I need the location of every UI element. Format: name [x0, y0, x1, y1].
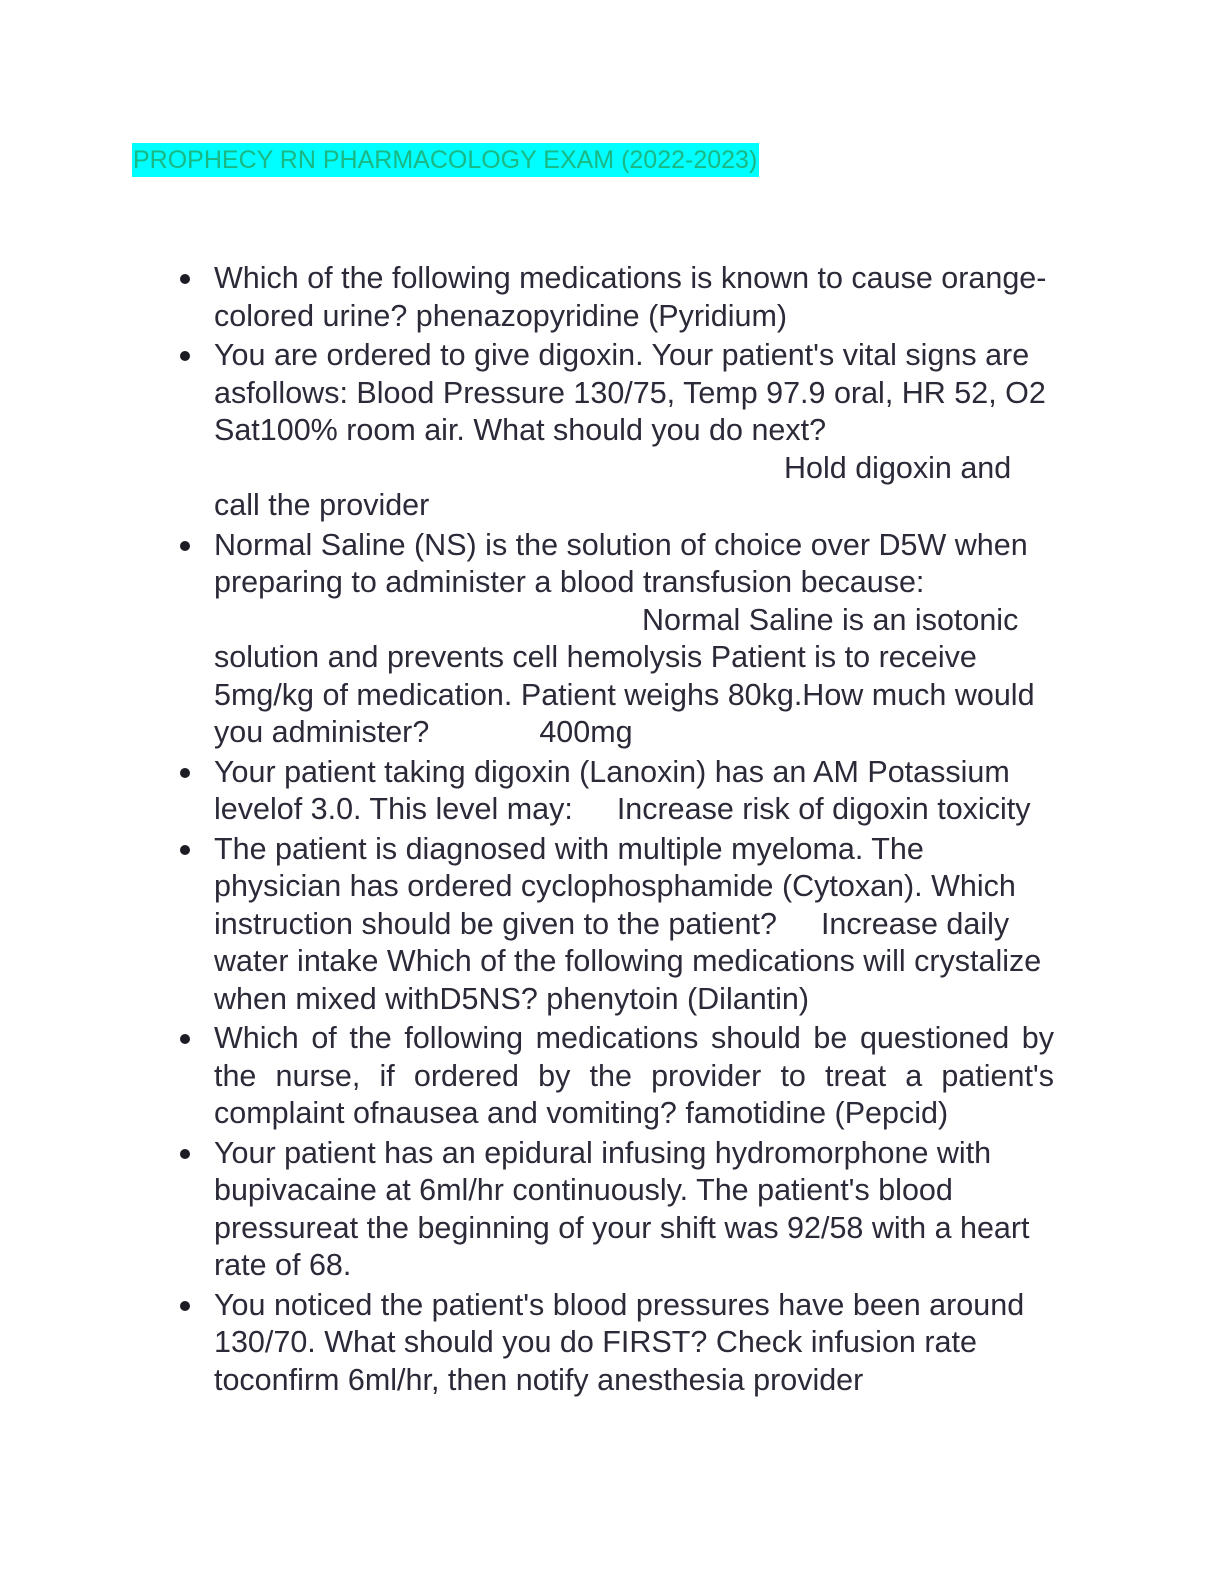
list-item	[214, 1020, 1054, 1133]
item-text: You noticed the patient's blood pressures have been around 130/70. What should you do FIRST? Check infusion rate toconfirm 6ml/hr, then notify anesthesia provider	[214, 1287, 1025, 1397]
question-text: You are ordered to give digoxin. Your patient's vital signs are asfollows: Blood Pressure 130/75, Temp 97.9 oral, HR 52, O2 Sat100% room air. What should you do next?	[214, 338, 1046, 447]
bullet-icon	[180, 1149, 190, 1159]
list-item	[214, 1135, 1054, 1285]
answer-text: Hold digoxin and	[784, 450, 1012, 485]
question-list	[214, 260, 1054, 1401]
item-text: Which of the following medications is known to cause orange-colored urine? phenazopyridine (Pyridium)	[214, 261, 1047, 333]
list-item	[214, 754, 1054, 829]
bullet-icon	[180, 541, 190, 551]
bullet-icon	[180, 274, 190, 284]
answer-text: Increase risk of digoxin toxicity	[616, 792, 1031, 826]
item-text: Your patient has an epidural infusing hydromorphone with bupivacaine at 6ml/hr continuously. The patient's blood pressureat the beginning of your shift was 92/58 with a heart rate of 68.	[214, 1135, 1030, 1282]
list-item	[214, 1287, 1054, 1400]
bullet-icon	[180, 845, 190, 855]
list-item	[214, 260, 1054, 335]
answer-value: 400mg	[539, 715, 633, 749]
list-item	[214, 831, 1054, 1019]
bullet-icon	[180, 1034, 190, 1044]
question-text: Normal Saline (NS) is the solution of choice over D5W when preparing to administer a blood transfusion because:	[214, 527, 1028, 599]
answer-text-continued: solution and prevents cell hemolysis Patient is to receive 5mg/kg of medication. Patient weighs 80kg.How much would you administer?	[214, 640, 1035, 749]
document-title: PROPHECY RN PHARMACOLOGY EXAM (2022-2023)	[132, 143, 759, 177]
list-item	[214, 337, 1054, 525]
question-text: Your patient taking digoxin (Lanoxin) has an AM Potassium levelof 3.0. This level may:	[214, 754, 1010, 826]
bullet-icon	[180, 351, 190, 361]
list-item	[214, 527, 1054, 752]
answer-text: Normal Saline is an isotonic	[642, 602, 1019, 637]
question-text: The patient is diagnosed with multiple myeloma. The physician has ordered cyclophosphamide (Cytoxan). Which instruction should be given to the patient?	[214, 831, 1016, 941]
answer-text: Increase daily water intake Which of the following medications will crystalize when mixed withD5NS? phenytoin (Dilantin)	[214, 906, 1042, 1016]
answer-text-continued: call the provider	[214, 488, 430, 522]
bullet-icon	[180, 1301, 190, 1311]
item-text: Which of the following medications should be questioned by the nurse, if ordered by the provider to treat a patient's complaint ofnausea and vomiting? famotidine (Pepcid)	[214, 1021, 1054, 1130]
bullet-icon	[180, 768, 190, 778]
